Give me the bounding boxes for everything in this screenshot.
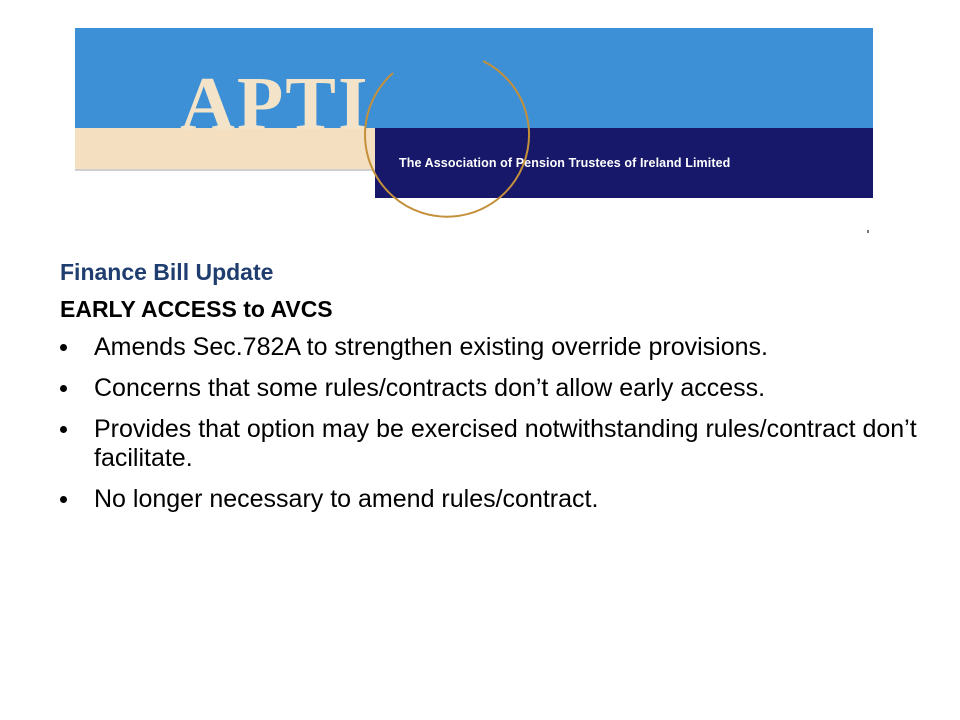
slide-heading: Finance Bill Update <box>60 259 274 285</box>
bullet-item <box>60 333 940 362</box>
bullet-dot-icon <box>60 344 67 351</box>
slide-subheading: EARLY ACCESS to AVCS <box>60 296 333 322</box>
bullet-item <box>60 374 940 403</box>
banner-subtitle: The Association of Pension Trustees of Ireland Limited <box>399 156 731 170</box>
bullet-dot-icon <box>60 426 67 433</box>
bullet-item <box>60 415 940 473</box>
banner-divider <box>75 169 375 171</box>
slide-content <box>60 254 940 526</box>
small-mark <box>867 230 869 233</box>
bullet-list <box>60 333 940 514</box>
bullet-text: Concerns that some rules/contracts don’t allow early access. <box>94 374 766 402</box>
bullet-dot-icon <box>60 496 67 503</box>
bullet-dot-icon <box>60 385 67 392</box>
bullet-text: Provides that option may be exercised notwithstanding rules/contract don’t facilitate. <box>94 415 917 472</box>
logo-wordmark: APTI <box>180 62 370 146</box>
bullet-text: No longer necessary to amend rules/contract. <box>94 485 599 513</box>
bullet-item <box>60 485 940 514</box>
bullet-text: Amends Sec.782A to strengthen existing override provisions. <box>94 333 768 361</box>
logo-arc-icon <box>365 55 525 240</box>
